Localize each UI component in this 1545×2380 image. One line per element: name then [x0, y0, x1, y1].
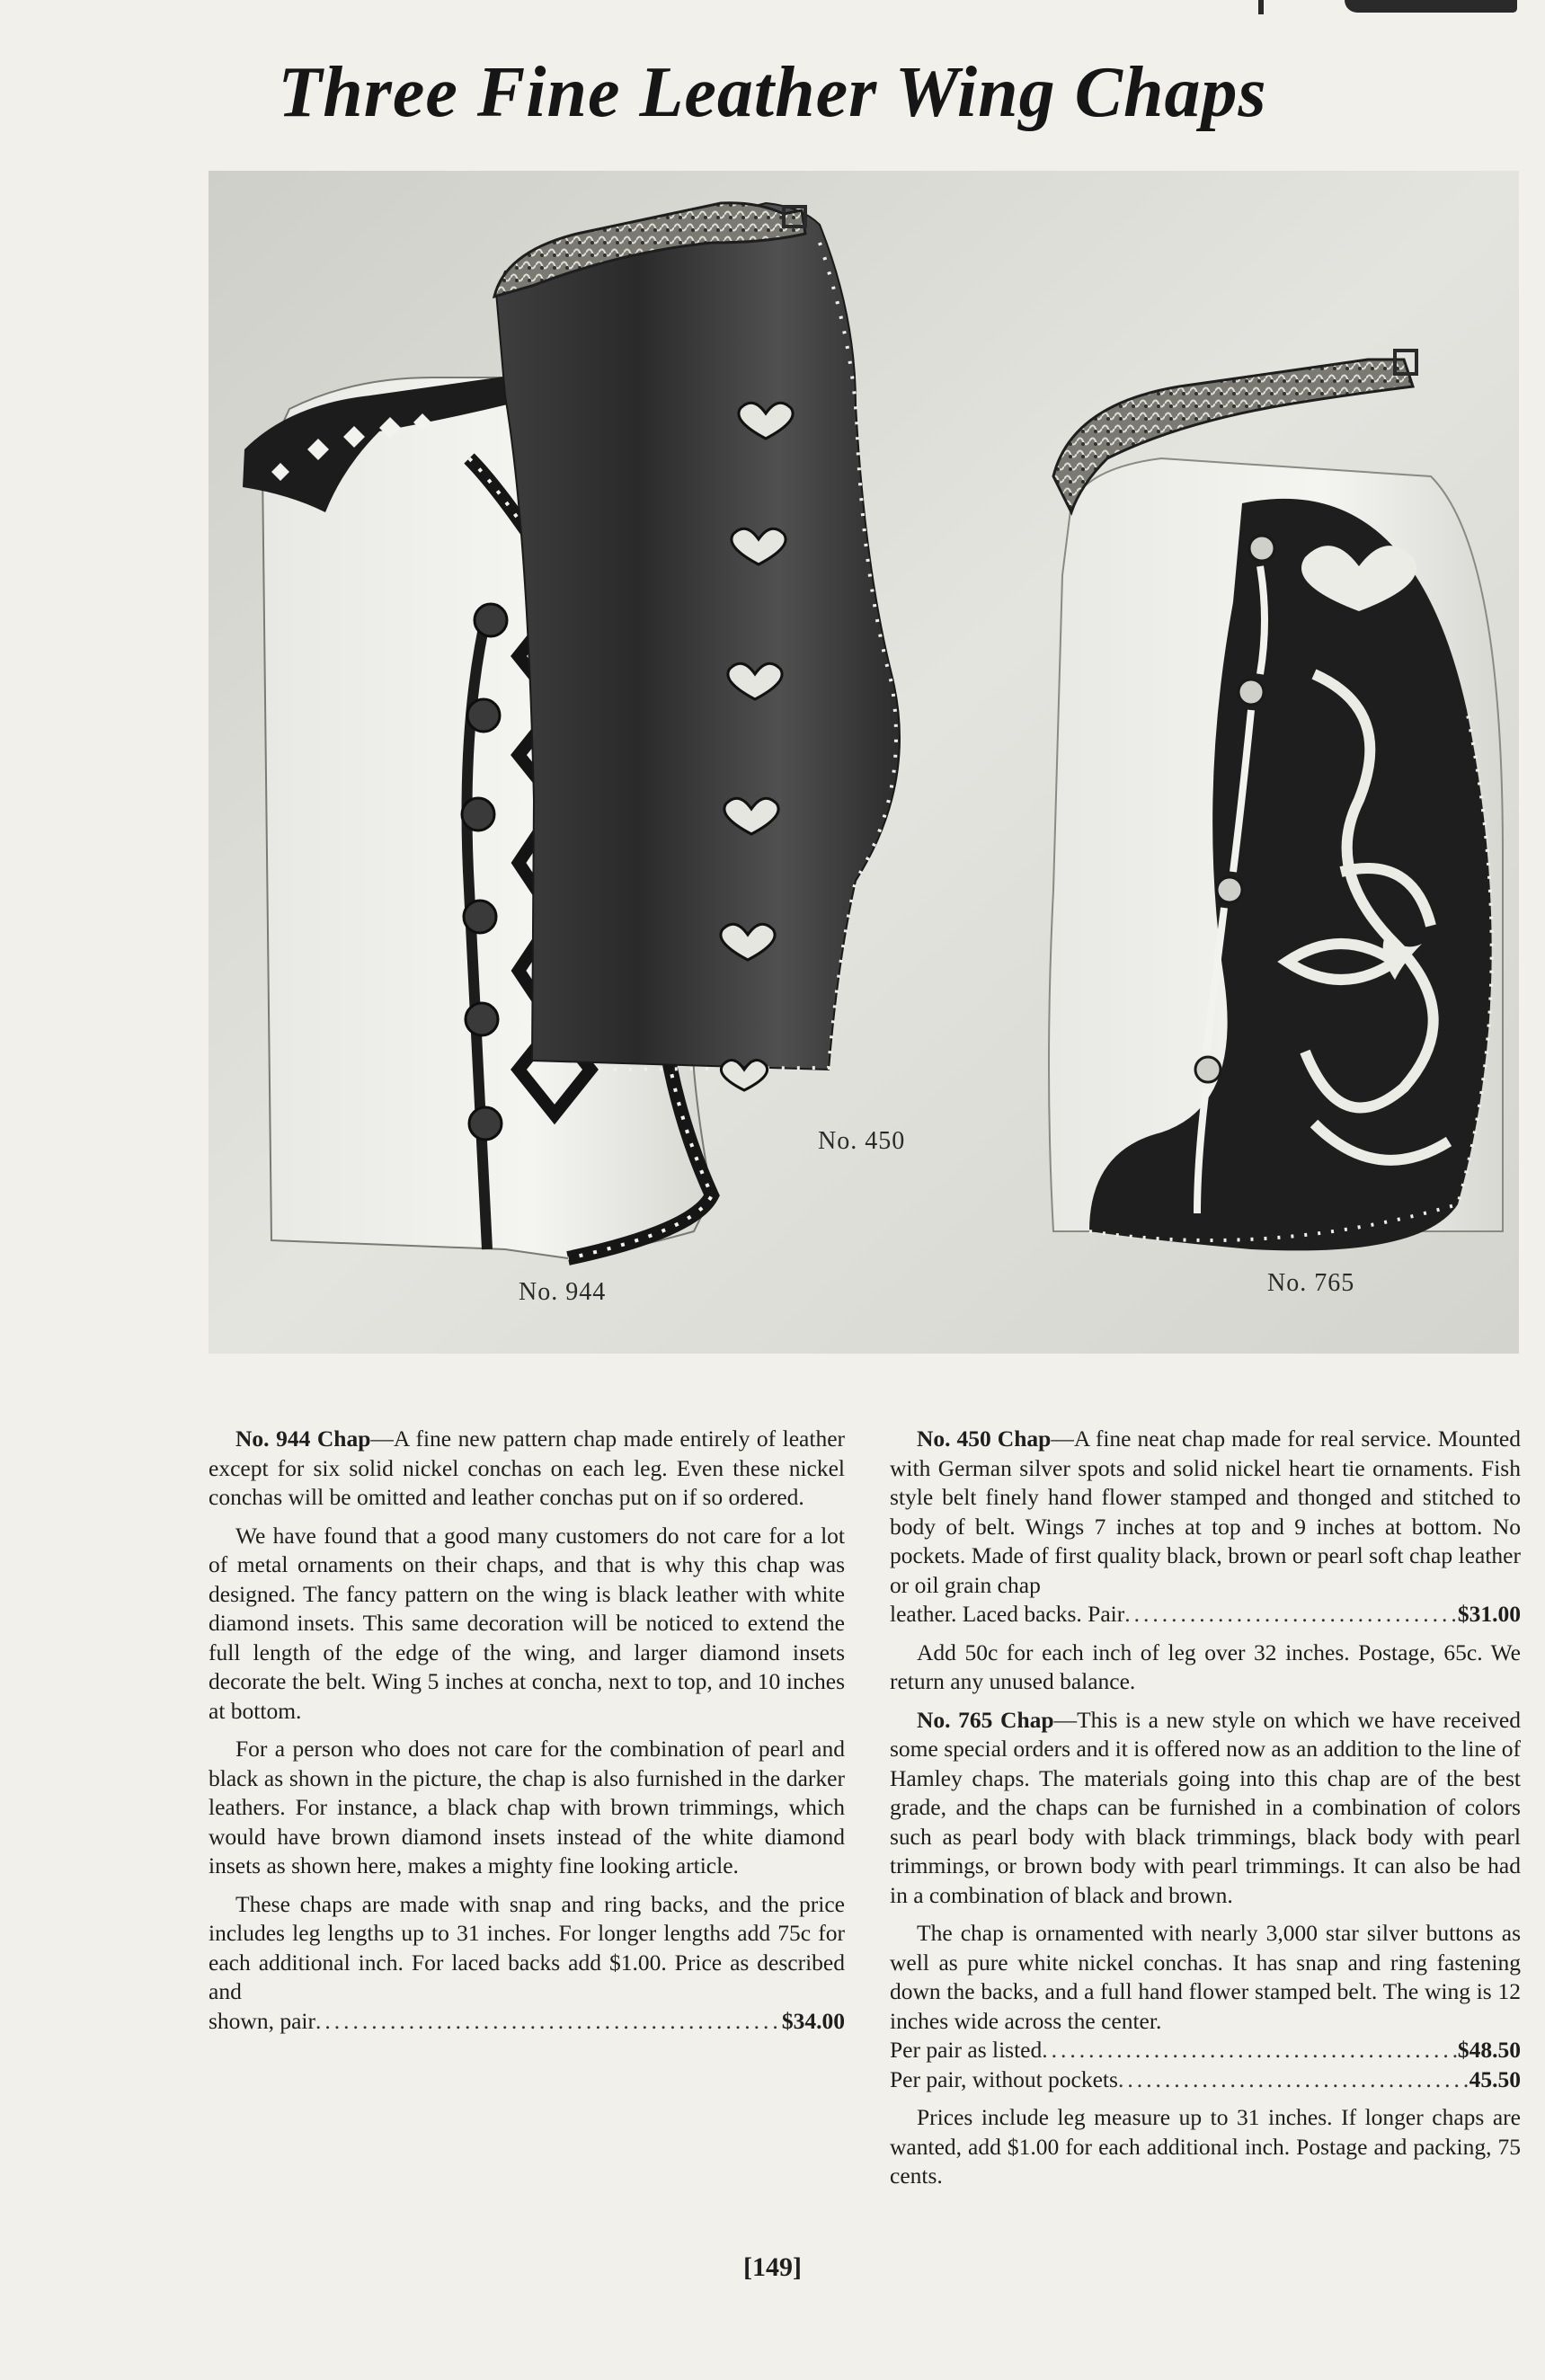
chaps-photograph [209, 171, 1519, 1354]
price-label: Per pair, without pockets [890, 2065, 1118, 2092]
leader-dots [1124, 1600, 1458, 1630]
price-944 [209, 2007, 845, 2037]
leader-dots [315, 2007, 782, 2037]
paragraph-450-intro [890, 1425, 1521, 1600]
leader-dots [1118, 2065, 1470, 2095]
left-text-column [209, 1425, 845, 2036]
price-label: Per pair as listed [890, 2037, 1043, 2063]
chaps-illustration [209, 171, 1519, 1354]
leader-dots [1042, 2036, 1458, 2065]
paragraph-944-backs [209, 1890, 845, 2007]
price-value: $34.00 [781, 2007, 845, 2034]
paragraph-944-design: We have found that a good many customers do not care for a lot of metal ornaments on their chaps, and that is why this chap was designed. The fancy pattern on the wing is black leather with white diamond insets. This same decoration will be noticed to extend the full length of the edge of the wing, and larger diamond insets decorate the belt. Wing 5 inches at concha, next to top, and 10 inches at bottom. [209, 1522, 845, 1724]
chap-450-figure [494, 203, 900, 1090]
price-value: 45.50 [1469, 2065, 1521, 2092]
price-label: leather. Laced backs. Pair [890, 1601, 1125, 1627]
paragraph-765-ornaments: The chap is ornamented with nearly 3,000 star silver buttons as well as pure white nickel conchas. It has snap and ring fastening down the backs, and a full hand flower stamped belt. The wing is 12 inches wide across the center. [890, 1920, 1521, 2034]
page-title: Three Fine Leather Wing Chaps [278, 53, 1267, 132]
paragraph-text: These chaps are made with snap and ring backs, and the price includes leg lengths up to 31 inches. For longer lengths add 75c for each additional inch. For laced backs add $1.00. Price as described and [209, 1890, 845, 2004]
paragraph-765-measure: Prices include leg measure up to 31 inches. If longer chaps are wanted, add $1.00 for each additional inch. Postage and packing, 75 cents. [890, 2104, 1521, 2189]
corner-ink-mark [1345, 0, 1517, 13]
paragraph-text: —This is a new style on which we have received some special orders and it is offered now as an addition to the line of Hamley chaps. The materials going into this chap are of the best grade, and the chaps can be furnished in a combination of colors such as pearl body with black trimmings, black body with pearl trimmings, or brown body with pearl trimmings. It can also be had in a combination of black and brown. [890, 1706, 1522, 1908]
label-no-944: No. 944 [519, 1278, 607, 1306]
page-number: [149] [743, 2252, 802, 2282]
paragraph-450-extra: Add 50c for each inch of leg over 32 inches. Postage, 65c. We return any unused balance. [890, 1638, 1521, 1694]
paragraph-765-intro [890, 1706, 1521, 1911]
chap-765-figure [1049, 351, 1503, 1250]
model-765-heading: No. 765 Chap [917, 1706, 1054, 1733]
price-765-listed [890, 2036, 1521, 2065]
right-text-column [890, 1425, 1521, 2200]
paragraph-944-intro [209, 1425, 845, 1513]
price-765-no-pockets [890, 2065, 1521, 2095]
paragraph-944-colors: For a person who does not care for the combination of pearl and black as shown in the picture, the chap is also furnished in the darker leathers. For instance, a black chap with brown trimmings, which would have brown diamond insets instead of the white diamond insets as shown here, makes a mighty fine looking article. [209, 1736, 845, 1878]
label-no-450: No. 450 [818, 1127, 906, 1155]
model-944-heading: No. 944 Chap [235, 1425, 371, 1452]
price-label: shown, pair [209, 2007, 315, 2034]
price-value: $48.50 [1457, 2037, 1521, 2063]
paragraph-text: —A fine neat chap made for real service. Mounted with German silver spots and solid nickel heart tie ornaments. Fish style belt finely hand flower stamped and thonged and stitched to body of belt. Wings 7 inches at top and 9 inches at bottom. No pockets. Made of first quality black, brown or pearl soft chap leather or oil grain chap [890, 1425, 1521, 1598]
price-450 [890, 1600, 1521, 1630]
model-450-heading: No. 450 Chap [917, 1425, 1052, 1452]
price-value: $31.00 [1457, 1601, 1521, 1627]
paragraph-text: —A fine new pattern chap made entirely of leather except for six solid nickel conchas on each leg. Even these nickel conchas will be omitted and leather conchas put on if so ordered. [209, 1425, 845, 1510]
corner-mark [1258, 0, 1264, 14]
label-no-765: No. 765 [1267, 1269, 1355, 1297]
